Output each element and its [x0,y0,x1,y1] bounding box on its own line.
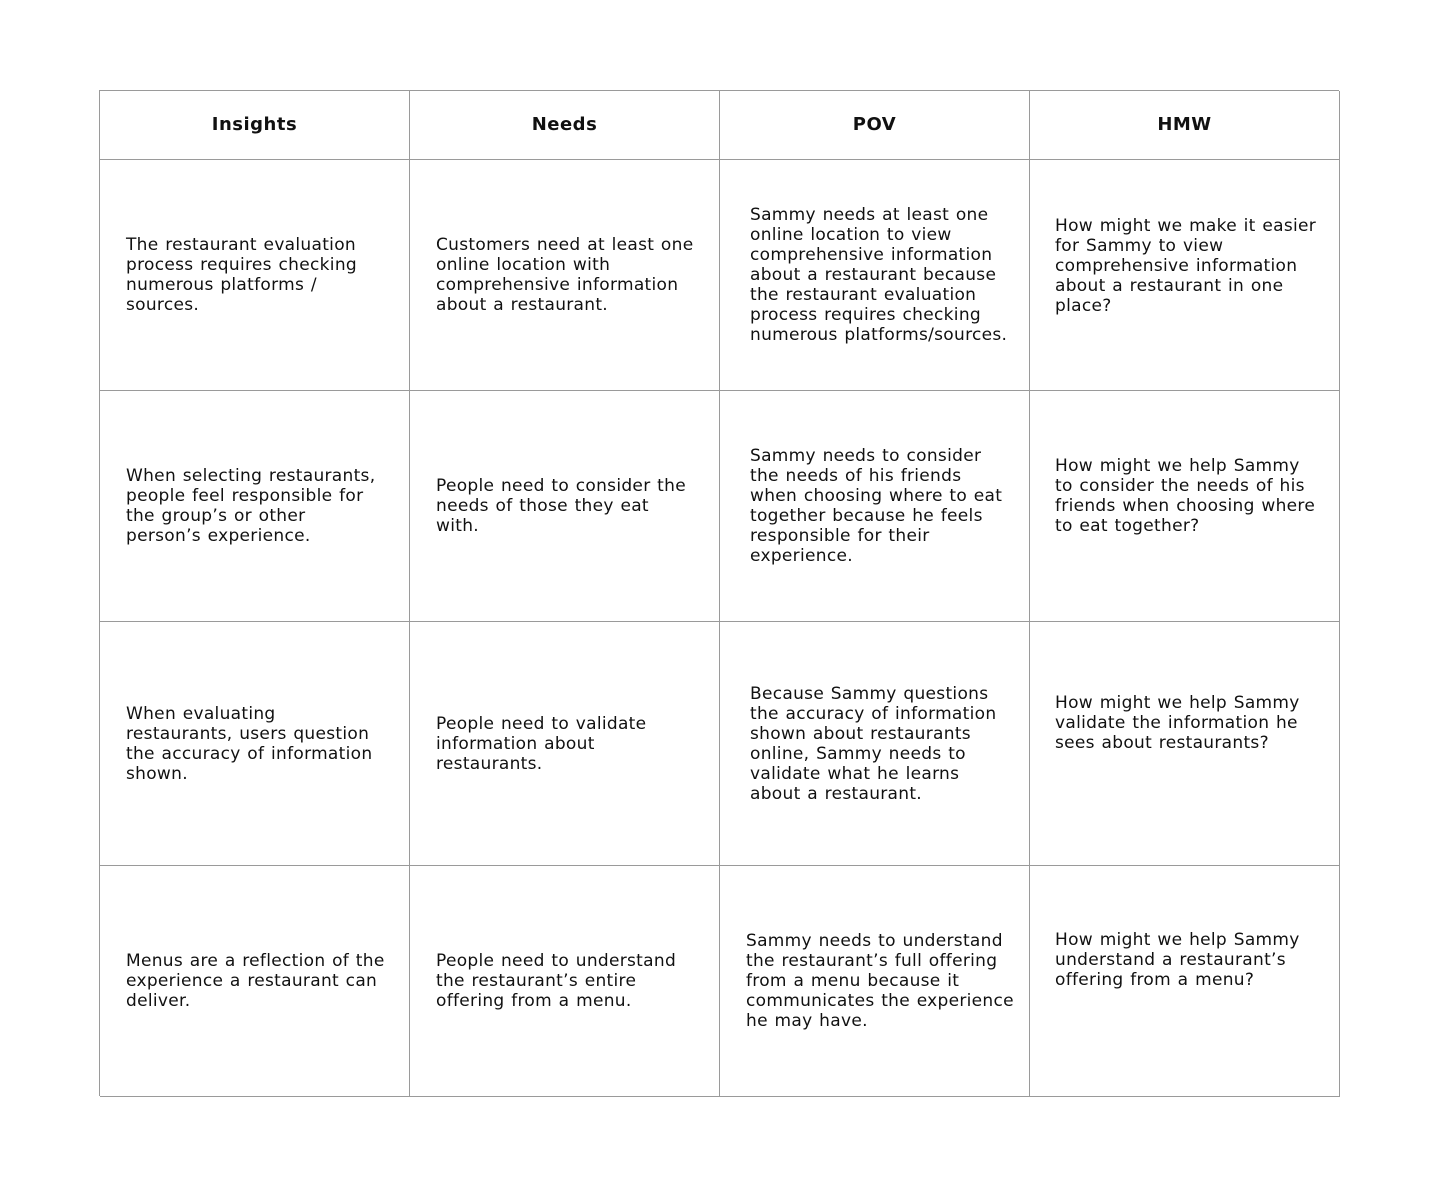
hmw-text: How might we help Sammy to consider the needs of his friends when choosing where to eat together? [1055,456,1316,536]
header-needs: Needs [410,91,720,160]
insight-text: When evaluating restaurants, users question the accuracy of information shown. [126,703,373,784]
hmw-cell [1030,622,1340,866]
pov-text: Sammy needs at least one online location to view comprehensive information about a restaurant because the restaurant evaluation process requires checking numerous platforms/sources. [750,205,1008,345]
need-text: People need to understand the restaurant’s entire offering from a menu. [436,951,677,1011]
pov-cell [720,391,1030,622]
insight-cell [100,391,410,622]
insight-cell [100,866,410,1097]
pov-text: Sammy needs to consider the needs of his friends when choosing where to eat together because he feels responsible for their experience. [750,446,1003,566]
need-text: Customers need at least one online location with comprehensive information about a restaurant. [436,235,694,315]
insight-cell [100,160,410,391]
pov-text: Because Sammy questions the accuracy of information shown about restaurants online, Sammy needs to validate what he learns about a restaurant. [750,683,997,804]
header-hmw: HMW [1030,91,1340,160]
hmw-cell [1030,866,1340,1097]
insight-text: The restaurant evaluation process requires checking numerous platforms / sources. [126,235,357,315]
need-text: People need to validate information about restaurants. [436,713,647,774]
hmw-text: How might we make it easier for Sammy to view comprehensive information about a restaurant in one place? [1055,216,1317,316]
need-cell [410,160,720,391]
header-insights: Insights [100,91,410,160]
hmw-text: How might we help Sammy understand a restaurant’s offering from a menu? [1055,930,1300,990]
hmw-cell [1030,160,1340,391]
need-cell [410,391,720,622]
pov-cell [720,866,1030,1097]
hmw-cell [1030,391,1340,622]
need-text: People need to consider the needs of those they eat with. [436,476,686,536]
insight-cell [100,622,410,866]
need-cell [410,866,720,1097]
pov-cell [720,622,1030,866]
header-pov: POV [720,91,1030,160]
pov-cell [720,160,1030,391]
insight-text: When selecting restaurants, people feel responsible for the group’s or other person’s experience. [126,466,376,546]
hmw-text: How might we help Sammy validate the information he sees about restaurants? [1055,693,1300,753]
insights-table [99,90,1339,1096]
pov-text: Sammy needs to understand the restaurant’s full offering from a menu because it communicates the experience he may have. [746,931,1014,1031]
insight-text: Menus are a reflection of the experience a restaurant can deliver. [126,951,385,1011]
need-cell [410,622,720,866]
